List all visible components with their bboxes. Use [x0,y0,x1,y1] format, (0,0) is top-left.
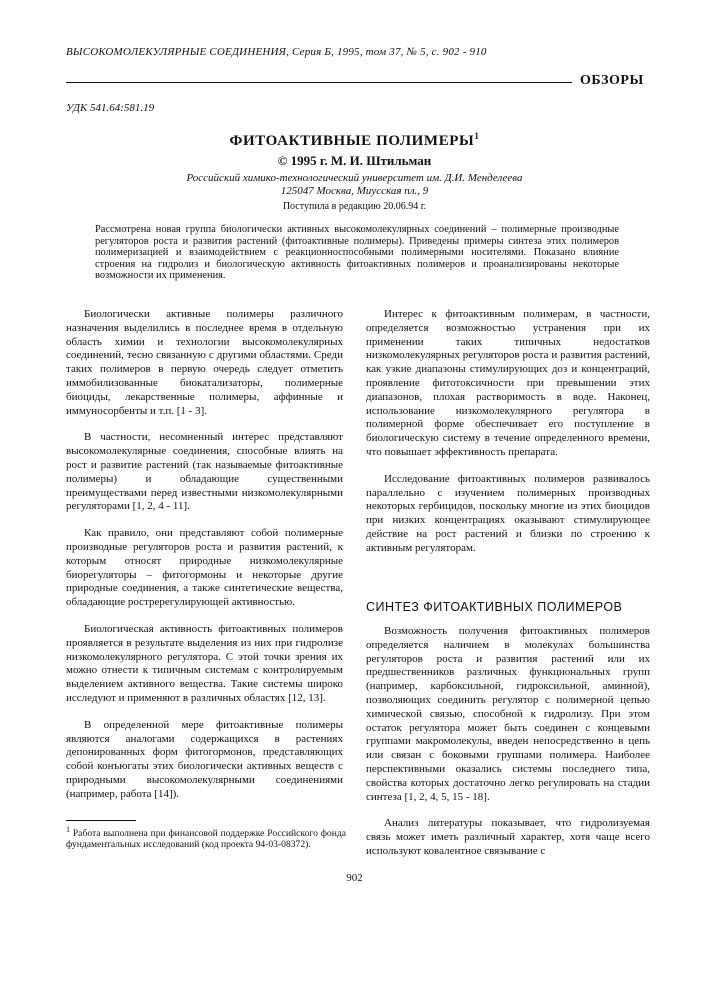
left-column [66,308,343,802]
page-number: 902 [346,872,363,884]
article-title-text: ФИТОАКТИВНЫЕ ПОЛИМЕРЫ [229,133,475,149]
paragraph: Интерес к фитоактивным полимерам, в частности, определяется возможностью устранения при их применении таких типичных недостатков низкомолекулярных регуляторов роста и развития растений, как узкие диапазоны стимулирующих доз и концентраций, проявление фитотоксичности при превышении этих диапазонов, плохая растворимость в воде. Наконец, использование низкомолекулярного регулятора в полимерной форме обеспечивает его поступление в биологическую систему в течение определенного времени, что повышает эффективность препарата. [366,308,650,458]
paragraph: Биологически активные полимеры различного назначения выделились в последнее время в отдельную область химии и технологии высокомолекулярных соединений, тесно связанную с другими областями. Среди таких полимеров в первую очередь следует отметить иммобилизованные биокатализаторы, полимерные биоциды, лекарственные полимеры, аффинные и иммуносорбенты и т.п. [1 - 3]. [66,308,343,417]
footnote-rule [66,820,136,821]
header-rule [66,82,572,83]
section-heading: СИНТЕЗ ФИТОАКТИВНЫХ ПОЛИМЕРОВ [366,600,623,614]
paragraph: Биологическая активность фитоактивных полимеров проявляется в результате выделения из них при гидролизе низкомолекулярного регулятора. С этой точки зрения их можно отнести к типичным системам с контролируемым выделением активного вещества. Такие системы широко исследуют и применяют в различных областях [12, 13]. [66,622,343,704]
paragraph: Возможность получения фитоактивных полимеров определяется наличием в молекулах большинства регуляторов роста и развития растений или их предшественников различных функциональных групп (например, карбоксильной, гидроксильной, аминной), позволяющих соединить регулятор с полимерной цепью химической связью, способной к гидролизу. При этом остаток регулятора может быть соединен с концевыми группами макромолекулы, введен непосредственно в цепь или связан с боковыми группами полимера. Наиболее перспективными оказались системы последнего типа, свойства которых достаточно легко регулировать на стадии синтеза [1, 2, 4, 5, 15 - 18]. [366,625,650,803]
udk-code: УДК 541.64:581.19 [66,102,155,114]
abstract: Рассмотрена новая группа биологически активных высокомолекулярных соединений – полимерные производные регуляторов роста и развития растений (фитоактивные полимеры). Приведены примеры синтеза этих полимеров полимеризацией и взаимодействием с реакционноспособными полимерными носителями. Показано влияние строения на гидролиз и биологическую активность фитоактивных полимеров и проанализированы некоторые возможности их применения. [95,224,619,281]
footnote-text: Работа выполнена при финансовой поддержке Российского фонда фундаментальных исследований (код проекта 94-03-08372). [66,828,346,851]
affiliation-address: 125047 Москва, Миусская пл., 9 [280,184,429,197]
section-type-label: ОБЗОРЫ [580,73,644,88]
paragraph: Анализ литературы показывает, что гидролизуемая связь может иметь различный характер, хотя чаще всего используют ковалентное связывание с [366,817,650,857]
footnote [66,824,346,850]
received-date: Поступила в редакцию 20.06.94 г. [282,201,427,212]
article-title [0,131,709,150]
right-column-section [366,625,650,859]
footnote-mark: 1 [66,825,70,834]
affiliation-institution: Российский химико-технологический университет им. Д.И. Менделеева [186,172,523,184]
paragraph: В частности, несомненный интерес представляют высокомолекулярные соединения, способные влиять на рост и развитие растений (так называемые фитоактивные полимеры) и обладающие существенными преимуществами перед известными низкомолекулярными регуляторами [1, 2, 4 - 11]. [66,431,343,513]
journal-citation: ВЫСОКОМОЛЕКУЛЯРНЫЕ СОЕДИНЕНИЯ, Серия Б, 1995, том 37, № 5, с. 902 - 910 [66,46,487,58]
affiliation [0,172,709,197]
paragraph: Исследование фитоактивных полимеров развивалось параллельно с изучением полимерных производных некоторых гербицидов, поскольку многие из этих биоцидов при низких концентрациях оказывают стимулирующее действие на рост растений и близки по строению к активным регуляторам. [366,472,650,554]
author-byline: © 1995 г. М. И. Штильман [277,153,432,168]
paragraph: Как правило, они представляют собой полимерные производные регуляторов роста и развития растений, к которым относят природные низкомолекулярные биорегуляторы – фитогормоны и некоторые другие природные соединения, а также синтетические вещества, обладающие ростререгулирующей активностью. [66,527,343,609]
paragraph: В определенной мере фитоактивные полимеры являются аналогами содержащихся в растениях депонированных форм фитогормонов, представляющих собой конъюгаты этих биологически активных веществ с природными высокомолекулярными соединениями (например, работа [14]). [66,718,343,800]
right-column [366,308,650,556]
title-footnote-mark: 1 [474,131,480,141]
